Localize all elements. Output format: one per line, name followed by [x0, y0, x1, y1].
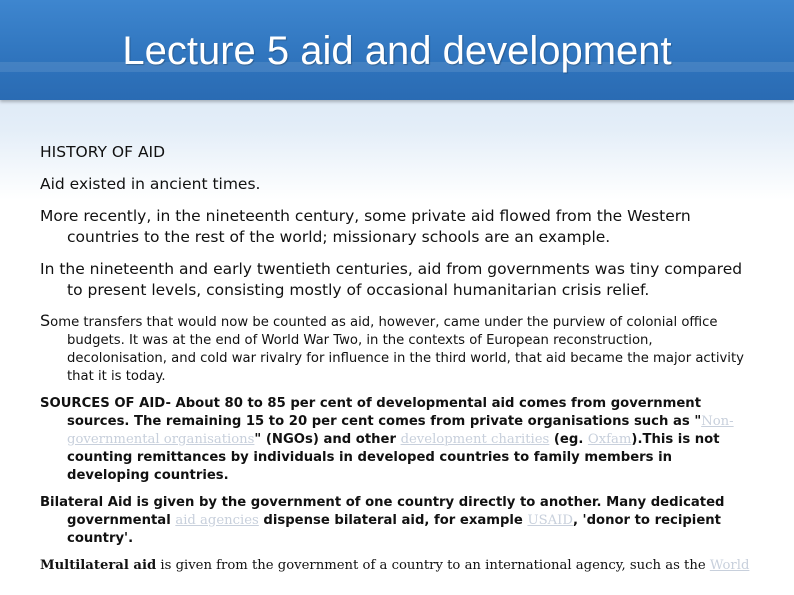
link-usaid[interactable]: USAID — [527, 513, 573, 528]
link-ngos[interactable]: Non-governmental organisations — [67, 414, 734, 447]
paragraph-ancient: Aid existed in ancient times. — [40, 175, 261, 193]
bilateral-text-1: Bilateral Aid is given by the government of one country directly to another. Many dedicated governmental — [40, 495, 725, 528]
multilateral-bold: Multilateral aid — [40, 558, 157, 573]
paragraph-transfers — [40, 312, 755, 386]
bilateral-text-2: dispense bilateral aid, for example — [258, 513, 528, 528]
slide-title: Lecture 5 aid and development — [122, 29, 672, 73]
sources-text-4: ).This is not counting remittances by individuals in developed countries to family members in developing countries. — [67, 432, 720, 483]
title-bar — [0, 0, 794, 100]
sources-text-3: (eg. — [549, 432, 588, 447]
link-aid-agencies[interactable]: aid agencies — [175, 513, 259, 528]
link-world[interactable]: World — [709, 558, 750, 573]
sources-text-2: " (NGOs) and other — [254, 432, 401, 447]
bilateral-text-3: , 'donor to recipient country'. — [67, 513, 721, 546]
sources-text-1: SOURCES OF AID- About 80 to 85 per cent of developmental aid comes from government sources. The remaining 15 to 20 per cent comes from private organisations such as " — [40, 396, 702, 429]
slide-body — [40, 142, 755, 575]
paragraph-recent: More recently, in the nineteenth century, some private aid flowed from the Western countries to the rest of the world; missionary schools are an example. — [40, 207, 691, 246]
paragraph-20th-century: In the nineteenth and early twentieth centuries, aid from governments was tiny compared to present levels, consisting mostly of occasional humanitarian crisis relief. — [40, 260, 743, 299]
link-development-charities[interactable]: development charities — [400, 432, 550, 447]
paragraph-multilateral — [40, 557, 755, 575]
multilateral-text-1: is given from the government of a country to an international agency, such as the — [156, 558, 710, 573]
transfers-text: ome transfers that would now be counted as aid, however, came under the purview of colonial office budgets. It was at the end of World War Two, in the contexts of European reconstruction, decolonisation, and cold war rivalry for influence in the third world, that aid became the major activity that it is today. — [50, 315, 744, 384]
link-oxfam[interactable]: Oxfam — [587, 432, 632, 447]
drop-initial: S — [40, 311, 51, 330]
paragraph-bilateral — [40, 494, 755, 548]
section-heading: HISTORY OF AID — [40, 143, 166, 161]
paragraph-sources — [40, 395, 755, 485]
